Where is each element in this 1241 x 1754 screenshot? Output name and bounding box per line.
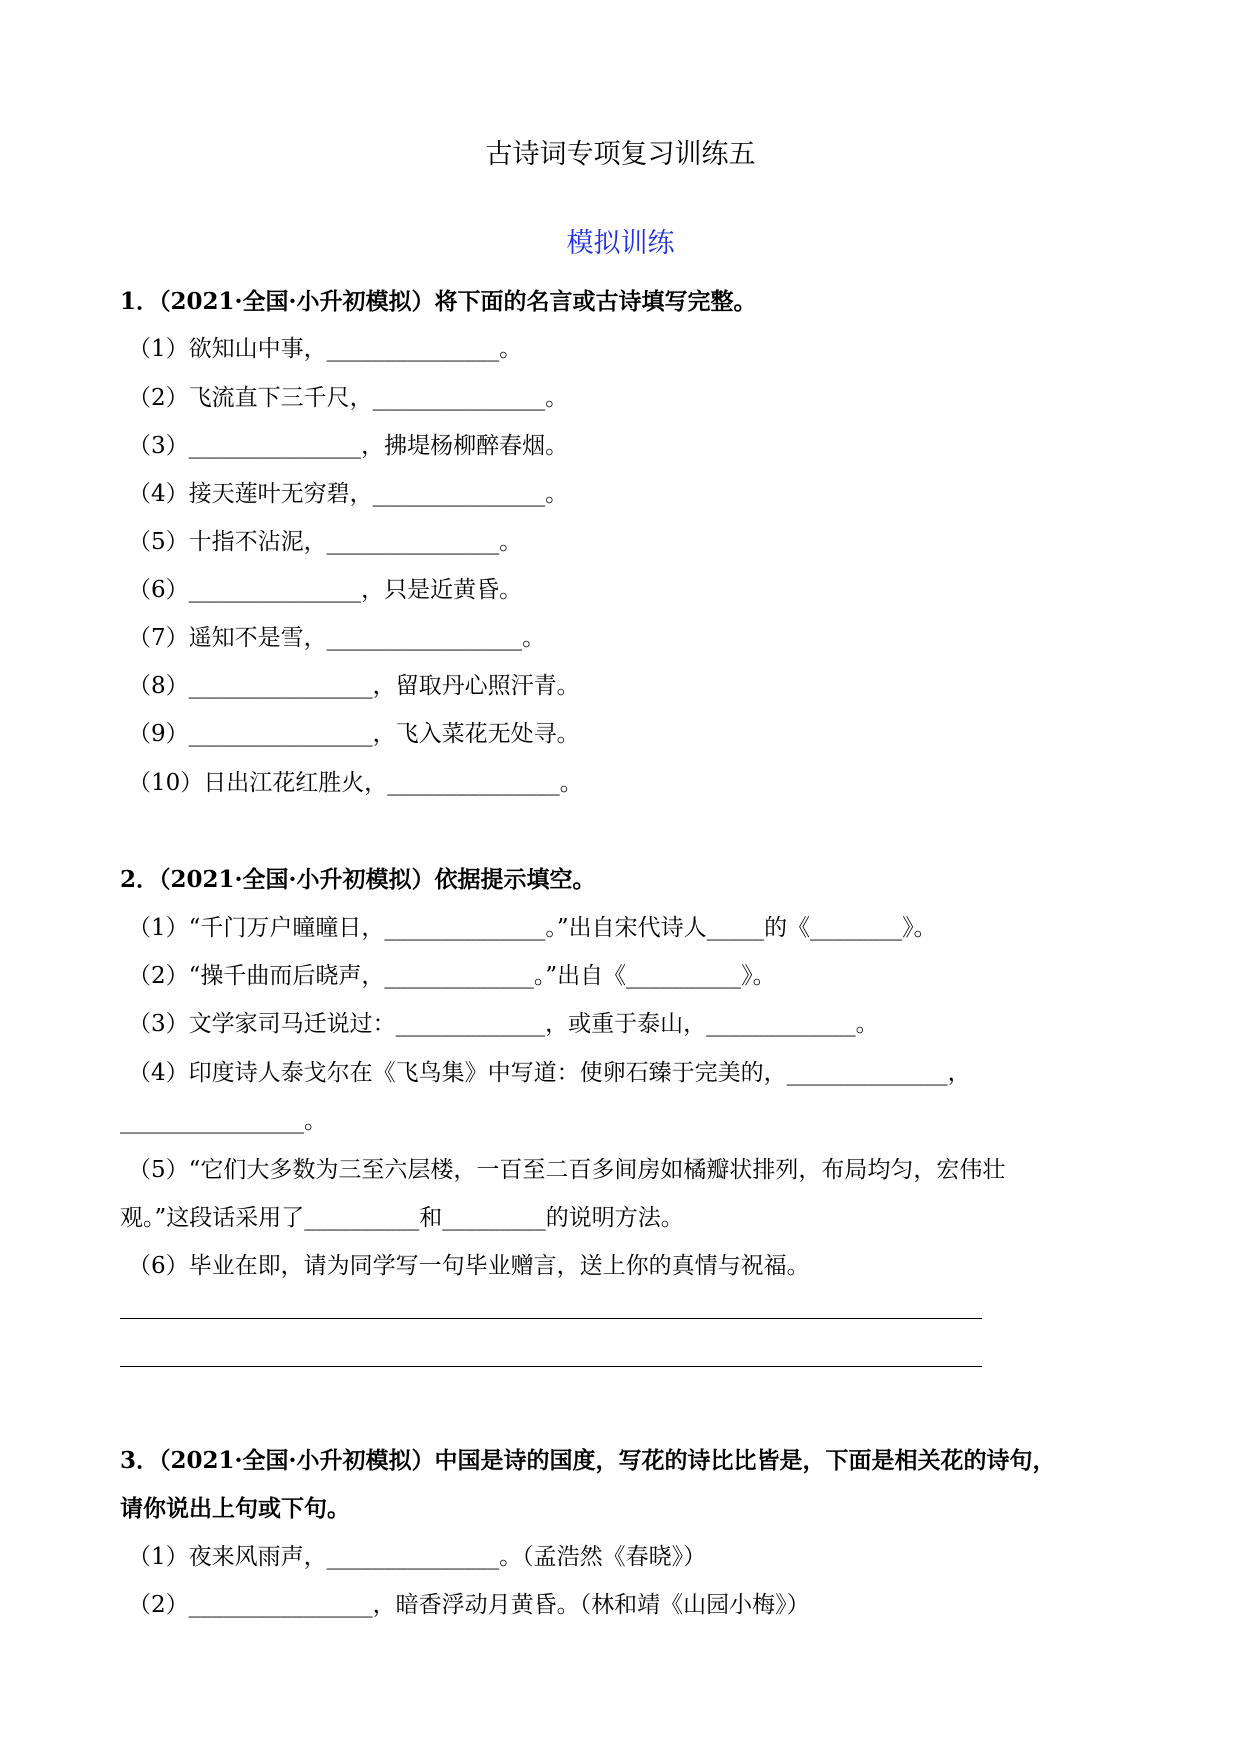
answer-line [120, 1366, 982, 1367]
q1-item: （10）日出江花红胜火，_______________。 [128, 770, 583, 796]
q2-item: （5）“它们大多数为三至六层楼，一百至二百多间房如橘瓣状排列，布局均匀，宏伟壮 [128, 1157, 1006, 1183]
q1-item: （7）遥知不是雪，_________________。 [128, 625, 546, 651]
q1-item: （3）_______________，拂堤杨柳醉春烟。 [128, 433, 569, 459]
q2-item: （1）“千门万户曈曈日，______________。”出自宋代诗人_____的《________》。 [128, 915, 937, 941]
q1-item: （5）十指不沾泥，_______________。 [128, 529, 523, 555]
q1-item: （2）飞流直下三千尺，_______________。 [128, 385, 569, 411]
q2-item: （4）印度诗人泰戈尔在《飞鸟集》中写道：使卵石臻于完美的，______________， [128, 1060, 971, 1086]
q1-item: （6）_______________，只是近黄昏。 [128, 577, 523, 603]
q2-header: 2．（2021·全国·小升初模拟）依据提示填空。 [120, 866, 596, 893]
q1-item: （1）欲知山中事，_______________。 [128, 336, 523, 362]
answer-line [120, 1318, 982, 1319]
q1-item: （4）接天莲叶无穷碧，_______________。 [128, 481, 569, 507]
page-title: 古诗词专项复习训练五 [485, 139, 756, 170]
q3-header-continuation: 请你说出上句或下句。 [120, 1495, 350, 1522]
q2-item: （3）文学家司马迁说过：_____________，或重于泰山，_____________。 [128, 1011, 879, 1037]
q3-item: （1）夜来风雨声，_______________。（孟浩然《春晓》） [128, 1544, 707, 1570]
q1-header: 1．（2021·全国·小升初模拟）将下面的名言或古诗填写完整。 [120, 288, 757, 315]
q2-item-continuation: 观。”这段话采用了__________和_________的说明方法。 [120, 1205, 684, 1231]
q1-item: （8）________________，留取丹心照汗青。 [128, 673, 580, 699]
section-subtitle: 模拟训练 [566, 228, 675, 259]
q2-item: （2）“操千曲而后晓声，_____________。”出自《__________》。 [128, 963, 776, 989]
q1-item: （9）________________，飞入菜花无处寻。 [128, 721, 580, 747]
q2-item-continuation: ________________。 [120, 1108, 327, 1134]
q3-item: （2）________________，暗香浮动月黄昏。（林和靖《山园小梅》） [128, 1592, 810, 1618]
q3-header: 3．（2021·全国·小升初模拟）中国是诗的国度，写花的诗比比皆是，下面是相关花的诗句， [120, 1447, 1056, 1474]
q2-item: （6）毕业在即，请为同学写一句毕业赠言，送上你的真情与祝福。 [128, 1253, 810, 1279]
